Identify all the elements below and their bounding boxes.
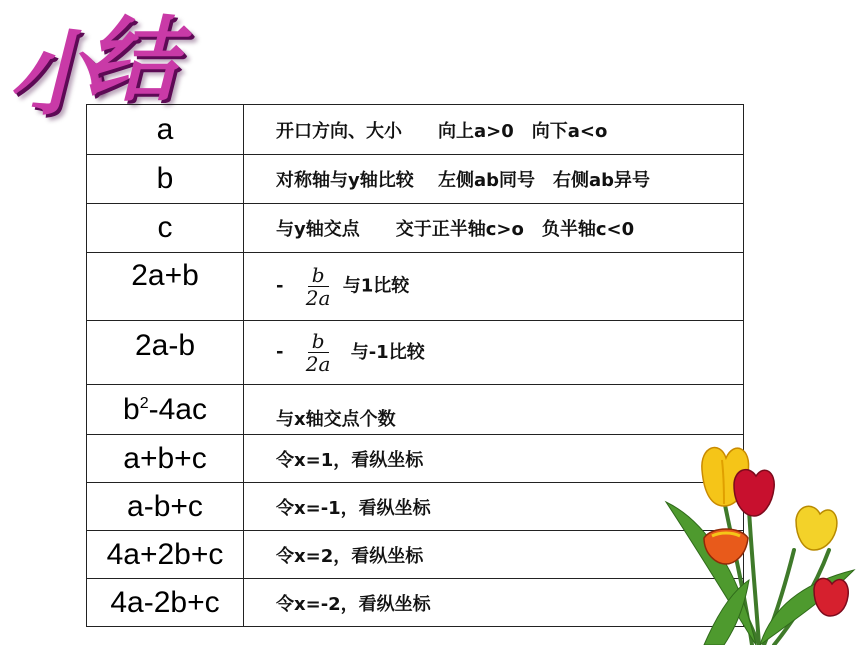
table-row bbox=[87, 385, 744, 435]
fraction bbox=[304, 264, 333, 309]
expression-cell: a bbox=[87, 105, 244, 155]
tulip-yellow-2 bbox=[796, 506, 837, 550]
tulip-red-2 bbox=[814, 578, 848, 616]
description-text: 与-1比较 bbox=[350, 341, 425, 363]
expression-cell: 2a-b bbox=[87, 321, 244, 385]
tulip-red-1 bbox=[734, 470, 774, 516]
description-cell: 与y轴交点 交于正半轴c>o 负半轴c<0 bbox=[244, 204, 744, 253]
description-cell: 令x=1，看纵坐标 bbox=[244, 435, 744, 483]
title-char-1: 小 bbox=[8, 20, 95, 128]
table-row bbox=[87, 253, 744, 321]
expression-cell: a+b+c bbox=[87, 435, 244, 483]
description-cell: 令x=2，看纵坐标 bbox=[244, 531, 744, 579]
summary-table bbox=[86, 104, 744, 627]
tulip-bouquet-image bbox=[664, 440, 860, 645]
expression-cell bbox=[87, 385, 244, 435]
expr-rest: -4ac bbox=[148, 392, 207, 426]
expression-cell: 4a+2b+c bbox=[87, 531, 244, 579]
description-cell bbox=[244, 385, 744, 435]
table-row bbox=[87, 435, 744, 483]
fraction bbox=[304, 330, 333, 375]
table-row bbox=[87, 155, 744, 204]
expression-cell: 2a+b bbox=[87, 253, 244, 321]
fraction-denominator: 2a bbox=[305, 286, 331, 310]
description-text: 与x轴交点个数 bbox=[276, 408, 396, 430]
expression-cell: 4a-2b+c bbox=[87, 579, 244, 627]
description-cell: 令x=-1，看纵坐标 bbox=[244, 483, 744, 531]
description-text: 与1比较 bbox=[342, 275, 410, 297]
table-row bbox=[87, 105, 744, 155]
description-cell: 令x=-2，看纵坐标 bbox=[244, 579, 744, 627]
title-char-2: 结 bbox=[86, 6, 173, 114]
table-row bbox=[87, 321, 744, 385]
expression-cell: b bbox=[87, 155, 244, 204]
minus-sign: - bbox=[276, 341, 284, 363]
table-row bbox=[87, 531, 744, 579]
expression-cell: a-b+c bbox=[87, 483, 244, 531]
fraction-numerator: b bbox=[308, 330, 329, 353]
expression-cell: c bbox=[87, 204, 244, 253]
expr-base: b bbox=[123, 392, 140, 426]
minus-sign: - bbox=[276, 275, 284, 297]
description-cell: 开口方向、大小 向上a>0 向下a<o bbox=[244, 105, 744, 155]
expr-exponent: 2 bbox=[139, 394, 149, 412]
description-cell bbox=[244, 321, 744, 385]
description-cell bbox=[244, 253, 744, 321]
table-row bbox=[87, 483, 744, 531]
table-row bbox=[87, 579, 744, 627]
description-cell: 对称轴与y轴比较 左侧ab同号 右侧ab异号 bbox=[244, 155, 744, 204]
fraction-denominator: 2a bbox=[305, 352, 331, 376]
fraction-numerator: b bbox=[308, 264, 329, 287]
table-row bbox=[87, 204, 744, 253]
